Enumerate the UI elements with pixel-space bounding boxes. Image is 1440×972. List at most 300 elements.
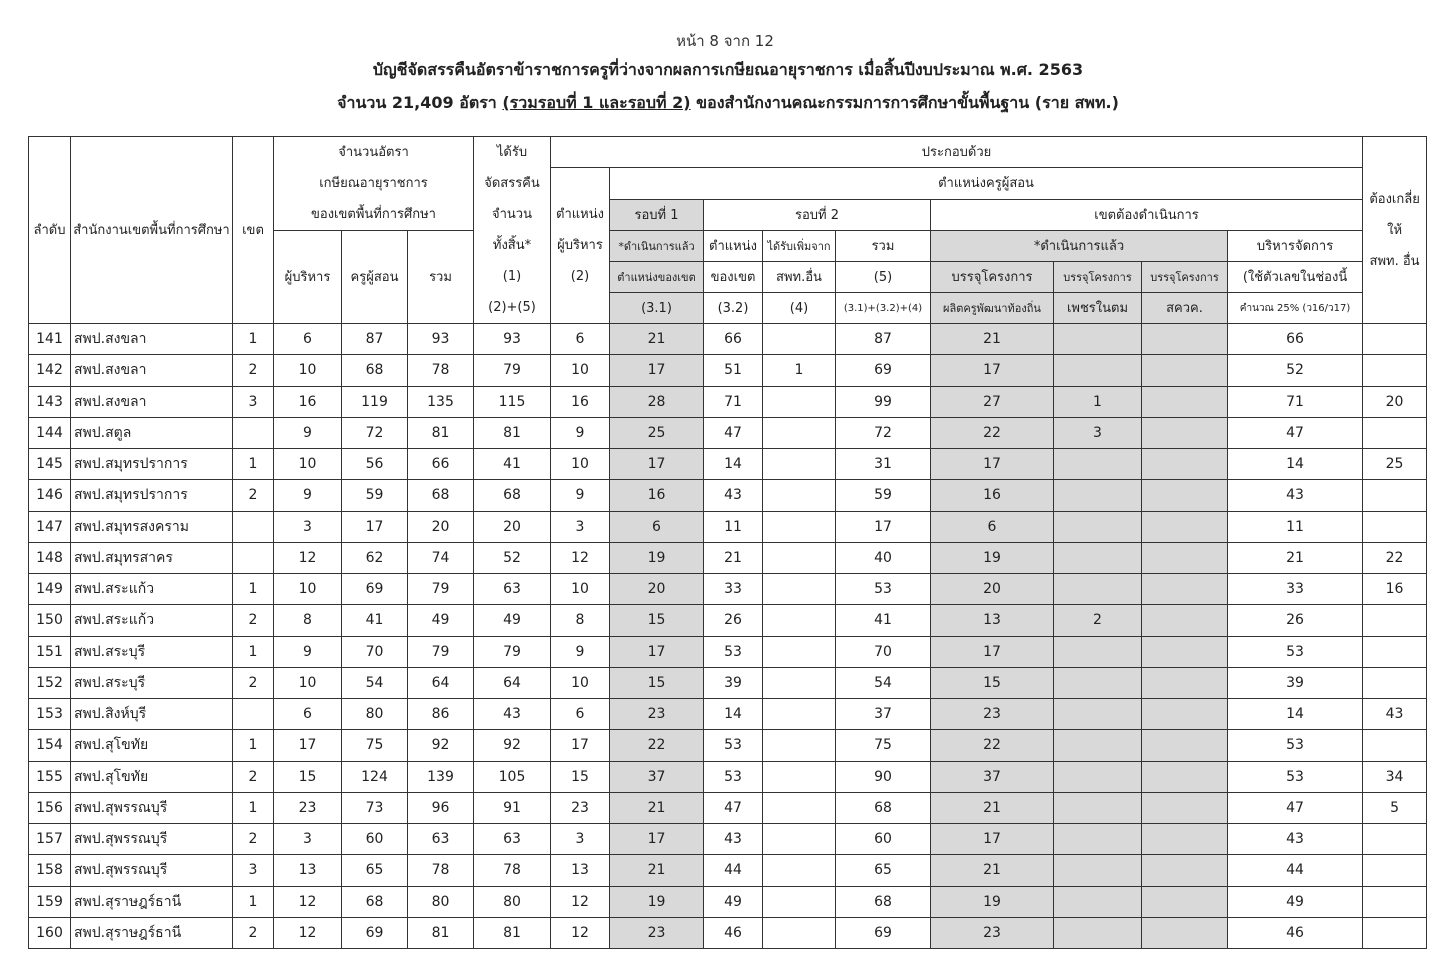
cell-alloc: 91 <box>474 792 551 823</box>
cell-admin: 17 <box>274 730 342 761</box>
cell-avg <box>1363 480 1427 511</box>
cell-alloc: 92 <box>474 730 551 761</box>
header-r1-done: *ดำเนินการแล้ว <box>610 231 704 262</box>
cell-r2-extra <box>763 449 836 480</box>
cell-avg <box>1363 605 1427 636</box>
cell-alloc: 63 <box>474 824 551 855</box>
cell-pos-admin: 10 <box>551 355 610 386</box>
cell-pos-admin: 13 <box>551 855 610 886</box>
cell-avg <box>1363 417 1427 448</box>
table-body <box>29 324 1427 949</box>
cell-office: สพป.สงขลา <box>71 355 233 386</box>
cell-mgmt: 49 <box>1228 886 1363 917</box>
cell-office: สพป.สมุทรสาคร <box>71 542 233 573</box>
cell-r2-own: 53 <box>704 636 763 667</box>
cell-r2-own: 43 <box>704 480 763 511</box>
table-row <box>29 386 1427 417</box>
cell-zone <box>233 542 274 573</box>
allocation-table <box>28 136 1427 949</box>
cell-avg: 43 <box>1363 699 1427 730</box>
cell-order: 147 <box>29 511 71 542</box>
table-row <box>29 917 1427 948</box>
cell-sum: 41 <box>836 605 931 636</box>
cell-total: 78 <box>408 355 474 386</box>
cell-office: สพป.สุโขทัย <box>71 761 233 792</box>
cell-avg: 25 <box>1363 449 1427 480</box>
cell-r1: 21 <box>610 324 704 355</box>
cell-total: 78 <box>408 855 474 886</box>
cell-total: 68 <box>408 480 474 511</box>
cell-order: 144 <box>29 417 71 448</box>
header-p3-l1: บรรจุโครงการ <box>1142 262 1228 293</box>
cell-sum: 72 <box>836 417 931 448</box>
cell-teacher: 54 <box>342 667 408 698</box>
table-row <box>29 480 1427 511</box>
cell-order: 141 <box>29 324 71 355</box>
header-avg <box>1363 137 1427 324</box>
cell-total: 139 <box>408 761 474 792</box>
cell-sum: 90 <box>836 761 931 792</box>
table-row <box>29 792 1427 823</box>
cell-zone: 1 <box>233 886 274 917</box>
cell-p2 <box>1054 324 1142 355</box>
cell-sum: 69 <box>836 355 931 386</box>
cell-p2 <box>1054 824 1142 855</box>
cell-mgmt: 43 <box>1228 824 1363 855</box>
cell-order: 150 <box>29 605 71 636</box>
cell-admin: 15 <box>274 761 342 792</box>
cell-pos-admin: 9 <box>551 417 610 448</box>
cell-pos-admin: 6 <box>551 699 610 730</box>
cell-total: 93 <box>408 324 474 355</box>
document-subtitle <box>0 91 1440 116</box>
cell-avg: 22 <box>1363 542 1427 573</box>
cell-teacher: 72 <box>342 417 408 448</box>
cell-r2-extra <box>763 417 836 448</box>
cell-p1: 19 <box>931 886 1054 917</box>
cell-r2-extra <box>763 824 836 855</box>
cell-r2-extra <box>763 324 836 355</box>
cell-r2-extra <box>763 667 836 698</box>
header-pos-l3: (2) <box>570 269 590 284</box>
table-row <box>29 730 1427 761</box>
cell-alloc: 79 <box>474 636 551 667</box>
cell-p2 <box>1054 355 1142 386</box>
cell-teacher: 69 <box>342 574 408 605</box>
cell-p1: 16 <box>931 480 1054 511</box>
cell-alloc: 64 <box>474 667 551 698</box>
cell-admin: 12 <box>274 917 342 948</box>
header-r2a-l1: ตำแหน่ง <box>704 231 763 262</box>
cell-p2: 1 <box>1054 386 1142 417</box>
cell-alloc: 105 <box>474 761 551 792</box>
cell-p3 <box>1142 511 1228 542</box>
cell-p3 <box>1142 792 1228 823</box>
cell-office: สพป.สุพรรณบุรี <box>71 855 233 886</box>
cell-r2-extra <box>763 386 836 417</box>
cell-p1: 20 <box>931 574 1054 605</box>
cell-teacher: 119 <box>342 386 408 417</box>
header-sum-l3: (3.1)+(3.2)+(4) <box>836 293 931 324</box>
cell-order: 153 <box>29 699 71 730</box>
cell-zone: 1 <box>233 324 274 355</box>
cell-p3 <box>1142 824 1228 855</box>
cell-teacher: 41 <box>342 605 408 636</box>
header-retire-group <box>274 137 474 231</box>
page-number: หน้า 8 จาก 12 <box>676 32 774 50</box>
cell-sum: 54 <box>836 667 931 698</box>
cell-teacher: 69 <box>342 917 408 948</box>
cell-p3 <box>1142 574 1228 605</box>
cell-total: 79 <box>408 574 474 605</box>
cell-r2-extra <box>763 480 836 511</box>
cell-office: สพป.สงขลา <box>71 324 233 355</box>
cell-r2-extra <box>763 542 836 573</box>
cell-sum: 75 <box>836 730 931 761</box>
cell-p1: 17 <box>931 824 1054 855</box>
cell-pos-admin: 9 <box>551 636 610 667</box>
cell-sum: 69 <box>836 917 931 948</box>
cell-teacher: 17 <box>342 511 408 542</box>
cell-r2-own: 49 <box>704 886 763 917</box>
cell-order: 149 <box>29 574 71 605</box>
cell-sum: 65 <box>836 855 931 886</box>
cell-admin: 12 <box>274 542 342 573</box>
cell-admin: 23 <box>274 792 342 823</box>
cell-total: 96 <box>408 792 474 823</box>
cell-alloc: 49 <box>474 605 551 636</box>
cell-r2-own: 33 <box>704 574 763 605</box>
header-r2b-l2: สพท.อื่น <box>763 262 836 293</box>
cell-teacher: 75 <box>342 730 408 761</box>
cell-pos-admin: 17 <box>551 730 610 761</box>
cell-sum: 68 <box>836 886 931 917</box>
header-pos-l2: ผู้บริหาร <box>557 238 603 253</box>
subtitle-underlined: (รวมรอบที่ 1 และรอบที่ 2) <box>502 93 691 112</box>
cell-admin: 9 <box>274 636 342 667</box>
cell-order: 145 <box>29 449 71 480</box>
header-round2: รอบที่ 2 <box>704 200 931 231</box>
cell-p3 <box>1142 449 1228 480</box>
cell-r2-extra <box>763 699 836 730</box>
cell-zone: 3 <box>233 386 274 417</box>
cell-alloc: 79 <box>474 355 551 386</box>
cell-p2 <box>1054 542 1142 573</box>
cell-mgmt: 66 <box>1228 324 1363 355</box>
cell-mgmt: 47 <box>1228 792 1363 823</box>
cell-order: 160 <box>29 917 71 948</box>
cell-p1: 22 <box>931 417 1054 448</box>
cell-pos-admin: 8 <box>551 605 610 636</box>
cell-order: 158 <box>29 855 71 886</box>
cell-r1: 25 <box>610 417 704 448</box>
cell-r2-own: 11 <box>704 511 763 542</box>
cell-mgmt: 33 <box>1228 574 1363 605</box>
cell-r1: 21 <box>610 792 704 823</box>
cell-p2 <box>1054 480 1142 511</box>
cell-office: สพป.สุพรรณบุรี <box>71 792 233 823</box>
table-row <box>29 574 1427 605</box>
cell-p3 <box>1142 917 1228 948</box>
cell-mgmt: 14 <box>1228 449 1363 480</box>
cell-alloc: 80 <box>474 886 551 917</box>
cell-avg <box>1363 511 1427 542</box>
cell-sum: 60 <box>836 824 931 855</box>
header-retire-l3: ของเขตพื้นที่การศึกษา <box>311 207 436 222</box>
cell-alloc: 68 <box>474 480 551 511</box>
cell-r1: 15 <box>610 667 704 698</box>
table-row <box>29 605 1427 636</box>
header-pos-l1: ตำแหน่ง <box>556 207 604 222</box>
cell-r1: 19 <box>610 886 704 917</box>
header-mgmt-l3: คำนวณ 25% (ว16/ว17) <box>1228 293 1363 324</box>
cell-r2-own: 26 <box>704 605 763 636</box>
cell-order: 151 <box>29 636 71 667</box>
cell-office: สพป.สุโขทัย <box>71 730 233 761</box>
cell-mgmt: 52 <box>1228 355 1363 386</box>
cell-r1: 37 <box>610 761 704 792</box>
cell-alloc: 63 <box>474 574 551 605</box>
cell-order: 155 <box>29 761 71 792</box>
cell-r2-extra <box>763 636 836 667</box>
cell-p2 <box>1054 699 1142 730</box>
cell-alloc: 81 <box>474 917 551 948</box>
header-teacher: ครูผู้สอน <box>342 231 408 324</box>
cell-mgmt: 53 <box>1228 730 1363 761</box>
cell-admin: 10 <box>274 667 342 698</box>
table-row <box>29 855 1427 886</box>
cell-office: สพป.สมุทรสงคราม <box>71 511 233 542</box>
cell-teacher: 68 <box>342 886 408 917</box>
cell-zone: 2 <box>233 355 274 386</box>
header-zone-must: เขตต้องดำเนินการ <box>931 200 1363 231</box>
cell-p3 <box>1142 699 1228 730</box>
cell-teacher: 56 <box>342 449 408 480</box>
cell-zone: 1 <box>233 574 274 605</box>
cell-p1: 23 <box>931 699 1054 730</box>
cell-r2-extra <box>763 761 836 792</box>
header-p1-l2: ผลิตครูพัฒนาท้องถิ่น <box>931 293 1054 324</box>
header-retire-l2: เกษียณอายุราชการ <box>319 176 428 191</box>
cell-r1: 6 <box>610 511 704 542</box>
cell-avg <box>1363 636 1427 667</box>
cell-zone: 3 <box>233 855 274 886</box>
table-row <box>29 511 1427 542</box>
header-alloc-l2: จัดสรรคืน <box>484 176 540 191</box>
cell-mgmt: 14 <box>1228 699 1363 730</box>
cell-pos-admin: 3 <box>551 511 610 542</box>
cell-zone: 1 <box>233 730 274 761</box>
cell-admin: 13 <box>274 855 342 886</box>
cell-p3 <box>1142 761 1228 792</box>
cell-r2-own: 53 <box>704 730 763 761</box>
cell-total: 63 <box>408 824 474 855</box>
cell-r2-own: 39 <box>704 667 763 698</box>
cell-order: 157 <box>29 824 71 855</box>
cell-p1: 27 <box>931 386 1054 417</box>
cell-pos-admin: 15 <box>551 761 610 792</box>
cell-avg <box>1363 824 1427 855</box>
cell-avg: 34 <box>1363 761 1427 792</box>
cell-alloc: 41 <box>474 449 551 480</box>
cell-pos-admin: 12 <box>551 542 610 573</box>
cell-p1: 17 <box>931 449 1054 480</box>
cell-alloc: 78 <box>474 855 551 886</box>
cell-p3 <box>1142 605 1228 636</box>
table-row <box>29 324 1427 355</box>
cell-mgmt: 26 <box>1228 605 1363 636</box>
cell-mgmt: 46 <box>1228 917 1363 948</box>
header-alloc-l6: (2)+(5) <box>488 300 536 315</box>
cell-r2-extra <box>763 574 836 605</box>
cell-pos-admin: 3 <box>551 824 610 855</box>
header-alloc-l5: (1) <box>502 269 522 284</box>
header-retire-l1: จำนวนอัตรา <box>338 145 409 160</box>
cell-admin: 12 <box>274 886 342 917</box>
cell-p1: 23 <box>931 917 1054 948</box>
header-round1: รอบที่ 1 <box>610 200 704 231</box>
cell-pos-admin: 10 <box>551 667 610 698</box>
cell-admin: 10 <box>274 355 342 386</box>
cell-alloc: 43 <box>474 699 551 730</box>
cell-zone: 1 <box>233 636 274 667</box>
cell-office: สพป.สตูล <box>71 417 233 448</box>
cell-office: สพป.สงขลา <box>71 386 233 417</box>
header-avg-l1: ต้องเกลี่ย <box>1369 191 1420 207</box>
cell-sum: 37 <box>836 699 931 730</box>
cell-r2-extra <box>763 511 836 542</box>
cell-sum: 31 <box>836 449 931 480</box>
cell-r2-own: 14 <box>704 449 763 480</box>
cell-sum: 53 <box>836 574 931 605</box>
cell-r1: 17 <box>610 824 704 855</box>
cell-admin: 3 <box>274 824 342 855</box>
cell-r2-extra <box>763 730 836 761</box>
cell-admin: 16 <box>274 386 342 417</box>
cell-p2 <box>1054 761 1142 792</box>
cell-p2: 3 <box>1054 417 1142 448</box>
cell-order: 143 <box>29 386 71 417</box>
cell-zone <box>233 511 274 542</box>
cell-order: 159 <box>29 886 71 917</box>
cell-r1: 28 <box>610 386 704 417</box>
cell-alloc: 52 <box>474 542 551 573</box>
cell-total: 74 <box>408 542 474 573</box>
cell-r2-own: 71 <box>704 386 763 417</box>
cell-mgmt: 53 <box>1228 761 1363 792</box>
cell-p2 <box>1054 636 1142 667</box>
cell-teacher: 70 <box>342 636 408 667</box>
cell-avg: 16 <box>1363 574 1427 605</box>
cell-p3 <box>1142 730 1228 761</box>
cell-avg <box>1363 355 1427 386</box>
cell-p3 <box>1142 417 1228 448</box>
cell-mgmt: 43 <box>1228 480 1363 511</box>
cell-total: 20 <box>408 511 474 542</box>
cell-p1: 22 <box>931 730 1054 761</box>
cell-order: 156 <box>29 792 71 823</box>
cell-avg <box>1363 917 1427 948</box>
cell-p2 <box>1054 917 1142 948</box>
cell-office: สพป.สมุทรปราการ <box>71 480 233 511</box>
cell-avg <box>1363 886 1427 917</box>
cell-order: 142 <box>29 355 71 386</box>
table-row <box>29 355 1427 386</box>
header-teacher-pos: ตำแหน่งครูผู้สอน <box>610 168 1363 200</box>
cell-zone: 2 <box>233 667 274 698</box>
cell-p2 <box>1054 792 1142 823</box>
table-row <box>29 449 1427 480</box>
cell-zone <box>233 699 274 730</box>
cell-admin: 6 <box>274 699 342 730</box>
cell-sum: 87 <box>836 324 931 355</box>
cell-r2-extra <box>763 886 836 917</box>
cell-teacher: 62 <box>342 542 408 573</box>
cell-total: 79 <box>408 636 474 667</box>
cell-teacher: 59 <box>342 480 408 511</box>
table-row <box>29 699 1427 730</box>
cell-p1: 21 <box>931 324 1054 355</box>
cell-alloc: 20 <box>474 511 551 542</box>
cell-office: สพป.สุราษฎร์ธานี <box>71 886 233 917</box>
header-r2a-l2: ของเขต <box>704 262 763 293</box>
cell-pos-admin: 12 <box>551 917 610 948</box>
cell-pos-admin: 6 <box>551 324 610 355</box>
cell-mgmt: 53 <box>1228 636 1363 667</box>
cell-order: 148 <box>29 542 71 573</box>
cell-office: สพป.สระบุรี <box>71 636 233 667</box>
cell-r2-extra <box>763 792 836 823</box>
cell-p3 <box>1142 542 1228 573</box>
header-alloc <box>474 137 551 324</box>
cell-zone: 2 <box>233 824 274 855</box>
header-sum-l2: (5) <box>836 262 931 293</box>
cell-p3 <box>1142 667 1228 698</box>
cell-office: สพป.สระแก้ว <box>71 605 233 636</box>
cell-office: สพป.สระบุรี <box>71 667 233 698</box>
cell-r2-own: 44 <box>704 855 763 886</box>
cell-p3 <box>1142 480 1228 511</box>
table-row <box>29 886 1427 917</box>
cell-teacher: 73 <box>342 792 408 823</box>
cell-admin: 3 <box>274 511 342 542</box>
cell-total: 135 <box>408 386 474 417</box>
header-alloc-l1: ได้รับ <box>496 145 528 160</box>
cell-zone <box>233 417 274 448</box>
cell-office: สพป.สมุทรปราการ <box>71 449 233 480</box>
cell-p3 <box>1142 324 1228 355</box>
cell-office: สพป.สุราษฎร์ธานี <box>71 917 233 948</box>
cell-total: 64 <box>408 667 474 698</box>
cell-teacher: 124 <box>342 761 408 792</box>
cell-r2-own: 21 <box>704 542 763 573</box>
header-admin: ผู้บริหาร <box>274 231 342 324</box>
cell-admin: 6 <box>274 324 342 355</box>
header-p2-l2: เพชรในตม <box>1054 293 1142 324</box>
cell-p1: 21 <box>931 855 1054 886</box>
cell-alloc: 93 <box>474 324 551 355</box>
cell-zone: 2 <box>233 480 274 511</box>
header-r1-l2: ตำแหน่งของเขต <box>610 262 704 293</box>
table-row <box>29 542 1427 573</box>
cell-pos-admin: 9 <box>551 480 610 511</box>
cell-order: 146 <box>29 480 71 511</box>
cell-r1: 17 <box>610 636 704 667</box>
cell-avg <box>1363 667 1427 698</box>
cell-p3 <box>1142 886 1228 917</box>
header-p3-l2: สควค. <box>1142 293 1228 324</box>
cell-r2-extra <box>763 855 836 886</box>
